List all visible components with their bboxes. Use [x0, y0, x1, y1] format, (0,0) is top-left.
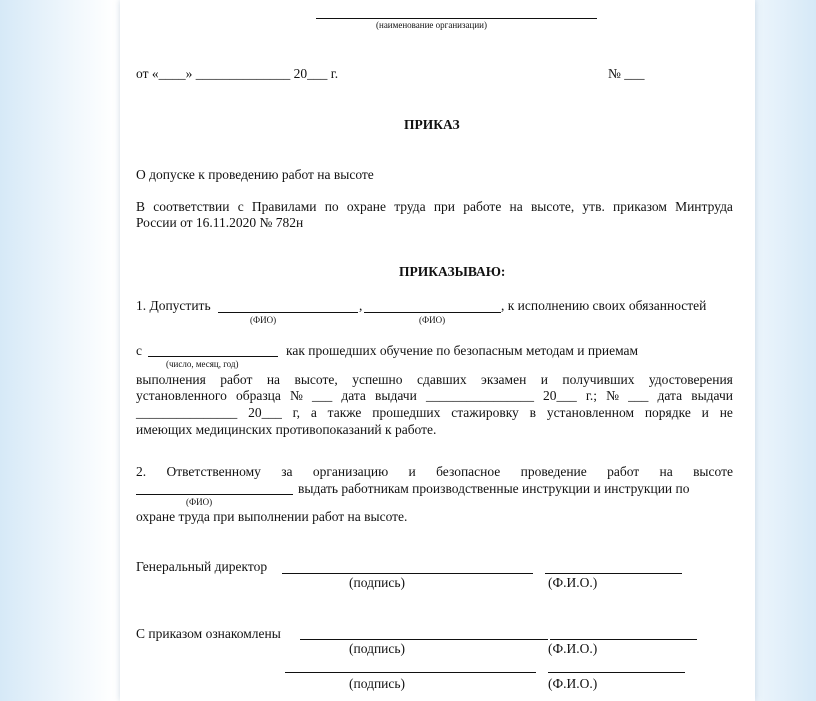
item1-start: 1. Допустить: [136, 298, 211, 313]
item2-fio-line: [136, 494, 293, 495]
acquainted-fio-line-1: [550, 639, 697, 640]
acquainted-fio-caption-1: (Ф.И.О.): [548, 641, 598, 656]
org-name-caption: (наименование организации): [376, 20, 487, 30]
item1-from-prefix: с: [136, 343, 142, 358]
item2-line-1: 2. Ответственному за организацию и безопасное проведение работ на высоте: [136, 464, 733, 479]
item1-line-4: установленного образца № ___ дата выдачи ________________ 20___ г.; № ___ дата выдачи: [136, 388, 733, 403]
director-label: Генеральный директор: [136, 559, 268, 574]
item2-fio-caption: (ФИО): [186, 497, 213, 507]
director-fio-line: [545, 573, 682, 574]
acquainted-signature-caption-2: (подпись): [349, 676, 406, 691]
item1-date-caption: (число, месяц, год): [166, 359, 239, 369]
item1-fio-caption-1: (ФИО): [250, 315, 277, 325]
document-page: [120, 0, 755, 701]
item1-line-5: _______________ 20___ г, а также прошедших стажировку в установленном порядке и не: [136, 405, 733, 420]
acquainted-signature-line-1: [300, 639, 548, 640]
order-subject: О допуске к проведению работ на высоте: [136, 167, 374, 182]
item2-line-3: охране труда при выполнении работ на высоте.: [136, 509, 408, 524]
acquainted-fio-caption-2: (Ф.И.О.): [548, 676, 598, 691]
preamble-line-1: В соответствии с Правилами по охране труда при работе на высоте, утв. приказом Минтруда: [136, 199, 733, 214]
preamble-line-2: России от 16.11.2020 № 782н: [136, 215, 304, 230]
item1-fio-caption-2: (ФИО): [419, 315, 446, 325]
document-title: ПРИКАЗ: [404, 117, 460, 132]
acquainted-signature-line-2: [285, 672, 536, 673]
item2-line-2-tail: выдать работникам производственные инструкции и инструкции по: [298, 481, 690, 496]
director-signature-line: [282, 573, 533, 574]
item1-separator: ,: [359, 298, 363, 313]
org-name-line: [316, 18, 597, 19]
order-number: № ___: [608, 66, 645, 81]
acquainted-signature-caption-1: (подпись): [349, 641, 406, 656]
acquainted-fio-line-2: [548, 672, 685, 673]
item1-line-3: выполнения работ на высоте, успешно сдавших экзамен и получивших удостоверения: [136, 372, 733, 387]
item1-from-tail: как прошедших обучение по безопасным методам и приемам: [286, 343, 639, 358]
item1-date-line: [148, 356, 278, 357]
director-signature-caption: (подпись): [349, 575, 406, 590]
item1-fio-line-2: [364, 312, 501, 313]
acquainted-label: С приказом ознакомлены: [136, 626, 281, 641]
order-date: от «____» ______________ 20___ г.: [136, 66, 339, 81]
item1-fio-line-1: [218, 312, 358, 313]
item1-end: , к исполнению своих обязанностей: [501, 298, 707, 313]
item1-line-6: имеющих медицинских противопоказаний к работе.: [136, 422, 437, 437]
director-fio-caption: (Ф.И.О.): [548, 575, 598, 590]
order-word: ПРИКАЗЫВАЮ:: [399, 264, 506, 279]
